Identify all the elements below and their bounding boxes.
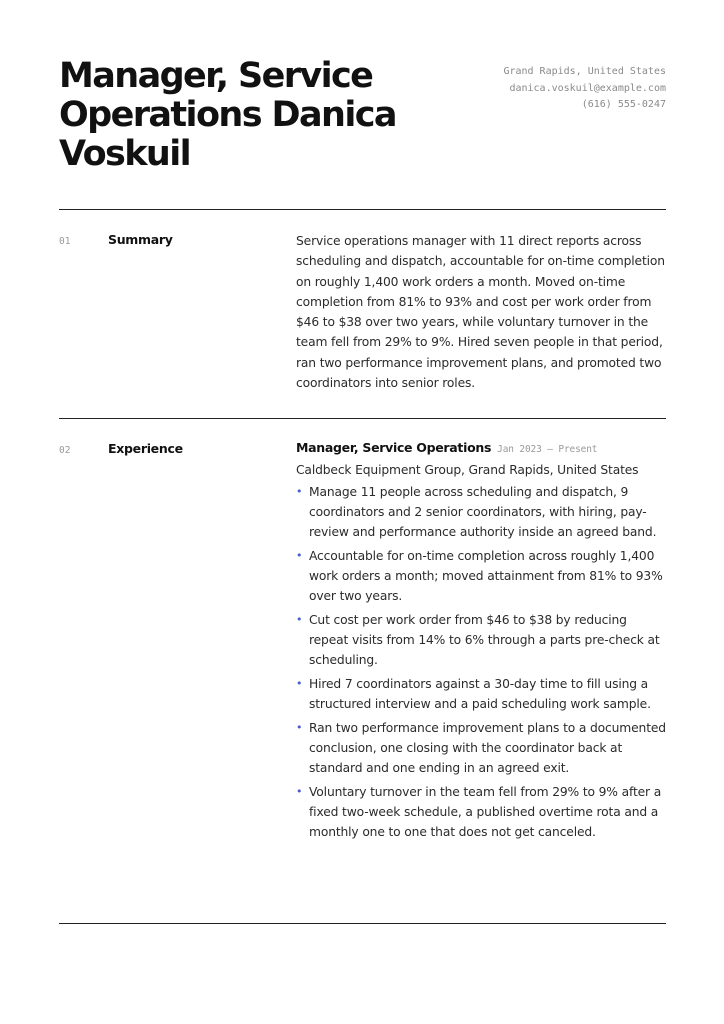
summary-text: Service operations manager with 11 direct reports across scheduling and dispatch, accountable for on-time completion on roughly 1,400 work orders a month. Moved on-time completion from 81% to 93% and cost per work order from $46 to $38 over two years, while voluntary turnover in the team fell from 29% to 9%. Hired seven people in that period, ran two performance improvement plans, and promoted two coordinators into senior roles. — [296, 234, 665, 391]
bullet-dot-icon: • — [296, 677, 303, 690]
bullet-dot-icon: • — [296, 721, 303, 734]
bullet-text: Cut cost per work order from $46 to $38 by reducing repeat visits from 14% to 6% through a parts pre-check at scheduling. — [309, 613, 660, 667]
contact-block — [503, 64, 666, 114]
resume-page — [59, 0, 666, 924]
section-title: Experience — [108, 441, 183, 456]
list-item — [296, 782, 668, 842]
resume-header — [59, 0, 666, 210]
bullet-text: Ran two performance improvement plans to a documented conclusion, one closing with the coordinator back at standard and one ending in an agreed exit. — [309, 721, 666, 775]
section-number: 01 — [59, 236, 71, 247]
list-item — [296, 718, 668, 778]
list-item — [296, 674, 668, 714]
bullet-dot-icon: • — [296, 785, 303, 798]
contact-phone[interactable]: (616) 555-0247 — [581, 99, 666, 110]
list-item — [296, 546, 668, 606]
contact-location: Grand Rapids, United States — [503, 66, 666, 77]
experience-entry — [296, 438, 668, 846]
role-bullets — [296, 482, 668, 842]
bullet-dot-icon: • — [296, 613, 303, 626]
bullet-text: Accountable for on-time completion across roughly 1,400 work orders a month; moved attainment from 81% to 93% over two years. — [309, 549, 663, 603]
bullet-dot-icon: • — [296, 485, 303, 498]
section-number: 02 — [59, 445, 71, 456]
experience-section — [59, 419, 666, 924]
section-title: Summary — [108, 232, 173, 247]
bullet-text: Voluntary turnover in the team fell from 29% to 9% after a fixed two-week schedule, a published overtime rota and a monthly one to one that does not get canceled. — [309, 785, 662, 839]
contact-email[interactable]: danica.voskuil@example.com — [509, 82, 666, 94]
list-item — [296, 610, 668, 670]
bullet-text: Hired 7 coordinators against a 30-day time to fill using a structured interview and a paid scheduling work sample. — [309, 677, 651, 711]
role-dates: Jan 2023 — Present — [497, 444, 598, 455]
bullet-text: Manage 11 people across scheduling and dispatch, 9 coordinators and 2 senior coordinators, with hiring, pay-review and performance authority inside an agreed band. — [309, 485, 657, 539]
bullet-dot-icon: • — [296, 549, 303, 562]
role-company: Caldbeck Equipment Group, Grand Rapids, United States — [296, 463, 639, 477]
summary-section — [59, 210, 666, 419]
candidate-name: Manager, Service Operations Danica Voskuil — [59, 56, 396, 174]
role-line — [296, 438, 668, 460]
list-item — [296, 482, 668, 542]
role-title: Manager, Service Operations — [296, 440, 492, 455]
